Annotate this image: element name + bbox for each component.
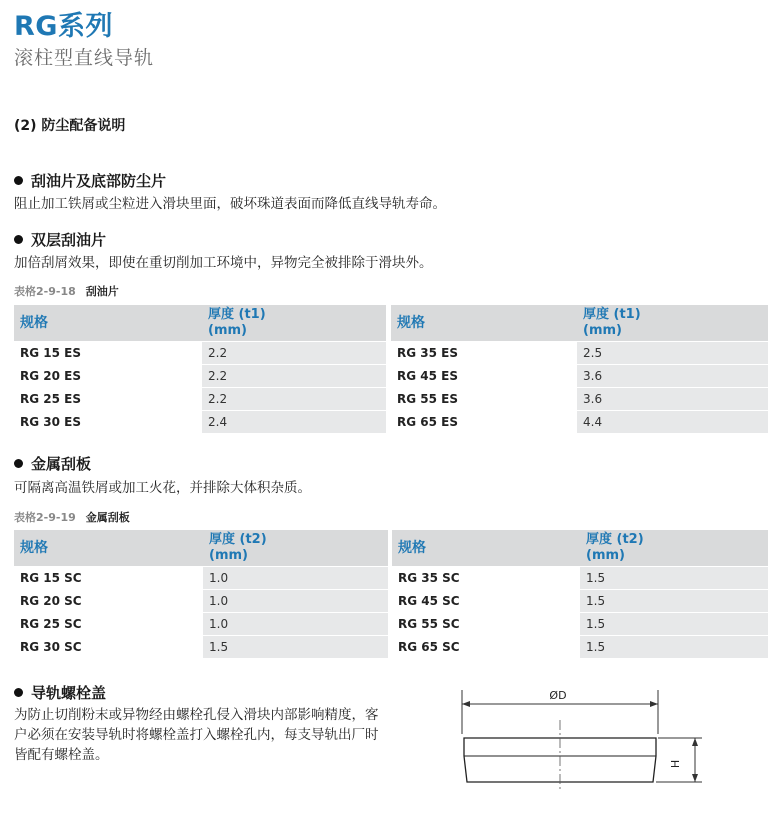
column-header-thickness-line2: (mm) xyxy=(586,547,625,563)
double-seal-heading xyxy=(12,229,106,250)
table-row xyxy=(14,364,386,387)
value-cell: 1.5 xyxy=(203,635,388,658)
column-header-thickness xyxy=(580,530,768,566)
series-title: RG系列 xyxy=(14,11,113,42)
bolt-cap-desc: 为防止切削粉末或异物经由螺栓孔侵入滑块内部影响精度，客户必须在安装导轨时将螺栓盖打入螺栓孔内，每支导轨出厂时皆配有螺栓盖。 xyxy=(14,707,379,763)
arrow-icon xyxy=(692,774,698,782)
model-cell: RG 25 SC xyxy=(14,612,203,635)
double-seal-heading-text: 双层刮油片 xyxy=(31,231,107,249)
table-row xyxy=(14,341,386,364)
model-cell: RG 55 ES xyxy=(391,387,577,410)
bolt-cap-heading-text: 导轨螺栓盖 xyxy=(31,684,107,702)
column-header-thickness-line1: 厚度 (t1) xyxy=(208,306,266,322)
table-row xyxy=(391,387,768,410)
value-cell: 2.2 xyxy=(202,387,386,410)
table-title: 金属刮板 xyxy=(85,511,130,524)
model-cell: RG 35 SC xyxy=(392,566,580,589)
value-cell: 1.5 xyxy=(580,589,768,612)
model-cell: RG 25 ES xyxy=(14,387,202,410)
column-header-size: 规格 xyxy=(392,530,580,566)
double-seal-desc: 加倍刮屑效果，即使在重切削加工环境中，异物完全被排除于滑块外。 xyxy=(14,255,433,271)
value-cell: 4.4 xyxy=(577,410,768,433)
column-header-size: 规格 xyxy=(14,530,203,566)
table-row xyxy=(14,410,386,433)
model-cell: RG 65 SC xyxy=(392,635,580,658)
model-cell: RG 35 ES xyxy=(391,341,577,364)
column-header-thickness-line2: (mm) xyxy=(583,322,622,338)
column-header-thickness-line1: 厚度 (t1) xyxy=(583,306,641,322)
bolt-cap-diagram xyxy=(440,680,720,800)
column-header-thickness-line2: (mm) xyxy=(209,547,248,563)
column-header-thickness xyxy=(577,305,768,341)
arrow-icon xyxy=(462,701,470,707)
arrow-icon xyxy=(692,738,698,746)
metal-scraper-table-right xyxy=(392,530,768,659)
table-row xyxy=(392,566,768,589)
column-header-size: 规格 xyxy=(391,305,577,341)
value-cell: 1.5 xyxy=(580,612,768,635)
table-row xyxy=(392,635,768,658)
bullet-icon xyxy=(14,176,23,185)
double-seal-table-left xyxy=(14,305,386,434)
scraper-seal-heading xyxy=(12,170,166,191)
double-seal-table-right xyxy=(391,305,768,434)
table-number: 表格2-9-18 xyxy=(14,285,76,298)
value-cell: 1.0 xyxy=(203,566,388,589)
scraper-seal-desc: 阻止加工铁屑或尘粒进入滑块里面，破坏珠道表面而降低直线导轨寿命。 xyxy=(14,196,446,212)
value-cell: 1.5 xyxy=(580,635,768,658)
table-title: 刮油片 xyxy=(85,285,119,298)
model-cell: RG 30 SC xyxy=(14,635,203,658)
column-header-thickness-line2: (mm) xyxy=(208,322,247,338)
scraper-seal-heading-text: 刮油片及底部防尘片 xyxy=(31,172,167,190)
model-cell: RG 45 ES xyxy=(391,364,577,387)
metal-scraper-table-left xyxy=(14,530,388,659)
value-cell: 2.5 xyxy=(577,341,768,364)
model-cell: RG 45 SC xyxy=(392,589,580,612)
table-row xyxy=(392,612,768,635)
height-label: H xyxy=(669,759,682,769)
column-header-size: 规格 xyxy=(14,305,202,341)
table-row xyxy=(391,410,768,433)
model-cell: RG 30 ES xyxy=(14,410,202,433)
bullet-icon xyxy=(14,235,23,244)
value-cell: 3.6 xyxy=(577,387,768,410)
value-cell: 1.5 xyxy=(580,566,768,589)
column-header-thickness xyxy=(203,530,388,566)
table-number: 表格2-9-19 xyxy=(14,511,76,524)
table-row xyxy=(391,364,768,387)
model-cell: RG 20 SC xyxy=(14,589,203,612)
table-row xyxy=(14,635,388,658)
table-row xyxy=(14,387,386,410)
bullet-icon xyxy=(14,459,23,468)
column-header-thickness-line1: 厚度 (t2) xyxy=(586,531,644,547)
model-cell: RG 55 SC xyxy=(392,612,580,635)
model-cell: RG 15 ES xyxy=(14,341,202,364)
value-cell: 2.4 xyxy=(202,410,386,433)
double-seal-table-caption xyxy=(14,283,119,299)
diameter-label: ØD xyxy=(549,689,567,702)
table-row xyxy=(14,612,388,635)
arrow-icon xyxy=(650,701,658,707)
metal-scraper-heading xyxy=(12,453,91,474)
table-row xyxy=(14,589,388,612)
table-row xyxy=(392,589,768,612)
series-subtitle: 滚柱型直线导轨 xyxy=(14,47,155,69)
table-row xyxy=(14,566,388,589)
value-cell: 1.0 xyxy=(203,589,388,612)
model-cell: RG 15 SC xyxy=(14,566,203,589)
bullet-icon xyxy=(14,688,23,697)
metal-scraper-table-caption xyxy=(14,509,130,525)
section-heading: (2) 防尘配备说明 xyxy=(14,118,126,134)
value-cell: 1.0 xyxy=(203,612,388,635)
metal-scraper-heading-text: 金属刮板 xyxy=(31,455,92,473)
model-cell: RG 20 ES xyxy=(14,364,202,387)
column-header-thickness xyxy=(202,305,386,341)
table-row xyxy=(391,341,768,364)
value-cell: 2.2 xyxy=(202,341,386,364)
value-cell: 3.6 xyxy=(577,364,768,387)
metal-scraper-desc: 可隔离高温铁屑或加工火花，并排除大体积杂质。 xyxy=(14,480,311,496)
model-cell: RG 65 ES xyxy=(391,410,577,433)
value-cell: 2.2 xyxy=(202,364,386,387)
column-header-thickness-line1: 厚度 (t2) xyxy=(209,531,267,547)
bolt-cap-heading xyxy=(12,682,106,703)
